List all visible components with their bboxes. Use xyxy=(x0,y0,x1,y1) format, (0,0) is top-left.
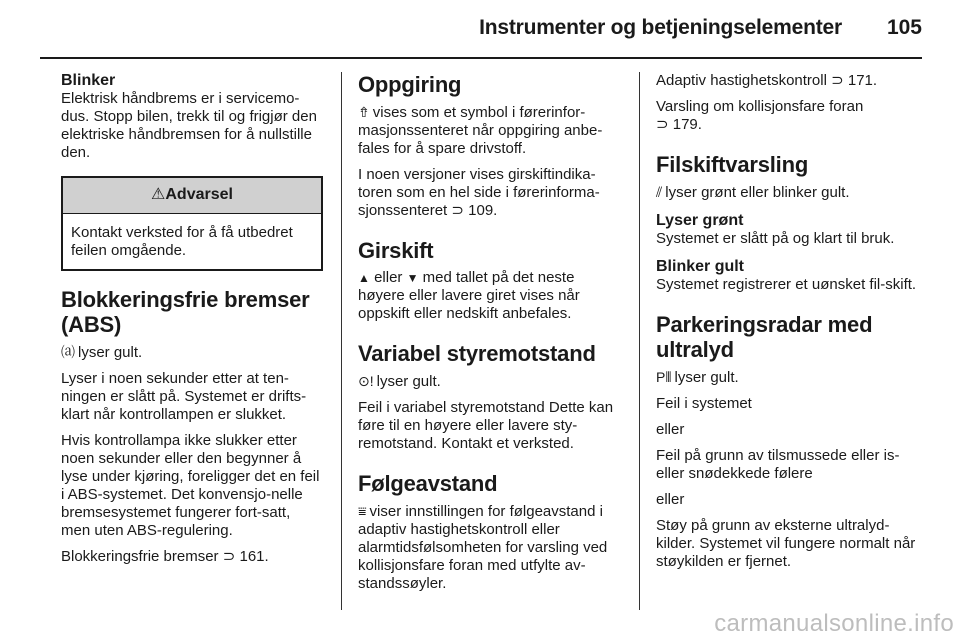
yellow-heading: Blinker gult xyxy=(656,258,745,275)
steering-lamp-text: lyser gult. xyxy=(376,373,441,390)
follow-distance-title: Følgeavstand xyxy=(358,471,498,496)
parking-radar-icon: P⦀ xyxy=(656,369,672,385)
arrow-up-icon: ▲ xyxy=(358,271,370,285)
warning-icon: ⚠ xyxy=(151,186,166,203)
fcw-label: Varsling om kollisjonsfare foran xyxy=(656,98,864,115)
steering-icon: ⊙! xyxy=(358,373,374,389)
acc-reference xyxy=(656,72,922,90)
reference-icon: ⊃ xyxy=(222,548,236,565)
warning-box xyxy=(61,176,323,271)
page-title: Instrumenter og betjeningselementer xyxy=(479,16,842,39)
warning-header xyxy=(63,178,321,214)
column-3 xyxy=(656,72,922,579)
abs-ref-page[interactable]: 161. xyxy=(239,548,269,565)
upshift-icon: ⇮ xyxy=(358,104,370,120)
fcw-ref-page[interactable]: 179. xyxy=(672,116,702,133)
follow-distance-icon: ⩸ xyxy=(358,503,367,519)
column-divider-2 xyxy=(639,72,640,610)
abs-paragraph-1: Lyser i noen sekunder etter at ten-ningen er slått på. Systemet er drifts-klart når kontrollampen er slukket. xyxy=(61,370,307,423)
follow-distance-description: viser innstillingen for følgeavstand i adaptiv hastighetskontroll eller alarmtidsfølsomheten for varsling ved kollisjonsfare foran med utfylte av-standssøyler. xyxy=(358,503,608,592)
gearshift-text xyxy=(358,269,622,323)
upshift-p2-text: I noen versjoner vises girskiftindika-toren som en hel side i førerinforma-sjonssenteret xyxy=(358,166,600,219)
acc-ref-page[interactable]: 171. xyxy=(847,72,878,89)
upshift-ref-page[interactable]: 109. xyxy=(468,202,498,219)
blinker-text: Elektrisk håndbrems er i servicemo-dus. Stopp bilen, trekk til og frigjør den elektriske håndbremsen for å nullstille den. xyxy=(61,90,317,161)
steering-lamp-line xyxy=(358,372,622,391)
blinker-heading: Blinker xyxy=(61,72,116,89)
gearshift-title: Girskift xyxy=(358,238,434,263)
abs-ref-label: Blokkeringsfrie bremser xyxy=(61,548,219,565)
abs-reference xyxy=(61,548,323,566)
follow-distance-text xyxy=(358,502,622,593)
upshift-title: Oppgiring xyxy=(358,72,462,97)
park-or-1: eller xyxy=(656,421,685,438)
gearshift-or: eller xyxy=(374,269,403,286)
park-or-2: eller xyxy=(656,491,685,508)
upshift-text xyxy=(358,103,622,158)
green-text: Systemet er slått på og klart til bruk. xyxy=(656,230,895,247)
park-paragraph-3: Støy på grunn av eksterne ultralyd-kilder. Systemet vil fungere normalt når støykilden er fjernet. xyxy=(656,517,916,570)
lane-lamp-line xyxy=(656,183,922,202)
arrow-down-icon: ▼ xyxy=(406,271,419,285)
yellow-text: Systemet registrerer et uønsket fil-skift. xyxy=(656,276,917,293)
steering-text: Feil i variabel styremotstand Dette kan føre til en høyere eller lavere sty-remotstand. Kontakt et verksted. xyxy=(358,399,614,452)
header-divider xyxy=(40,57,922,59)
page-header xyxy=(0,0,960,60)
park-paragraph-1: Feil i systemet xyxy=(656,395,752,412)
gearshift-description: med tallet på det neste høyere eller lavere giret vises når oppskift eller nedskift anbefales. xyxy=(358,269,580,322)
lane-change-icon: ⫽ xyxy=(656,184,663,200)
park-lamp-text: lyser gult. xyxy=(674,369,739,386)
park-lamp-line xyxy=(656,368,922,387)
abs-title: Blokkeringsfrie bremser (ABS) xyxy=(61,287,310,337)
upshift-description: vises som et symbol i førerinfor-masjonssenteret når oppgiring anbe-fales for å spare drivstoff. xyxy=(358,104,603,157)
warning-text: Kontakt verksted for å få utbedret feilen omgående. xyxy=(71,224,293,259)
abs-lamp-text: lyser gult. xyxy=(78,344,143,361)
fcw-reference xyxy=(656,98,922,134)
abs-lamp-line xyxy=(61,343,323,362)
green-heading: Lyser grønt xyxy=(656,212,744,229)
watermark: carmanualsonline.info xyxy=(714,610,954,637)
park-paragraph-2: Feil på grunn av tilsmussede eller is- eller snødekkede følere xyxy=(656,447,900,482)
steering-title: Variabel styremotstand xyxy=(358,341,596,366)
warning-title: Advarsel xyxy=(165,186,233,203)
column-2 xyxy=(358,72,622,601)
reference-icon: ⊃ xyxy=(656,116,669,133)
lane-lamp-text: lyser grønt eller blinker gult. xyxy=(665,184,850,201)
acc-label: Adaptiv hastighetskontroll xyxy=(656,72,827,89)
abs-icon: ⒜ xyxy=(61,344,75,360)
reference-icon: ⊃ xyxy=(451,202,464,219)
lane-change-title: Filskiftvarsling xyxy=(656,152,809,177)
column-1 xyxy=(61,72,323,574)
abs-paragraph-2: Hvis kontrollampa ikke slukker etter noen sekunder eller den begynner å lyse under kjøring, foreligger det en feil i ABS-systemet. Det konvensjo-nelle bremsesystemet fungerer fort-satt, men uten ABS-regulering. xyxy=(61,432,320,539)
parking-radar-title: Parkeringsradar med ultralyd xyxy=(656,312,873,362)
upshift-paragraph-2 xyxy=(358,166,622,220)
column-divider-1 xyxy=(341,72,342,610)
reference-icon: ⊃ xyxy=(831,72,844,89)
page-number: 105 xyxy=(886,16,922,39)
